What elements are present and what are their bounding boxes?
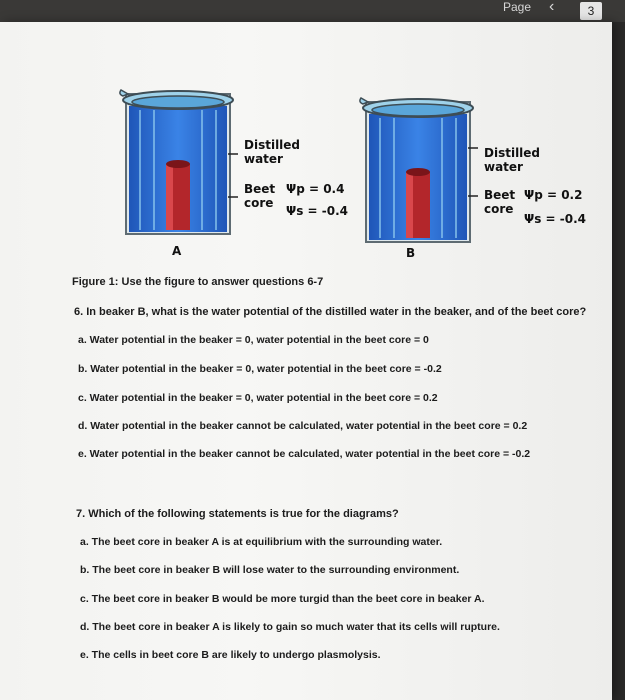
viewer-toolbar	[0, 0, 625, 22]
q6-option-c[interactable]: c. Water potential in the beaker = 0, water potential in the beet core = 0.2	[78, 392, 438, 404]
q7-option-c[interactable]: c. The beet core in beaker B would be more turgid than the beet core in beaker A.	[80, 593, 485, 605]
q6-option-d[interactable]: d. Water potential in the beaker cannot be calculated, water potential in the beet core = 0.2	[78, 420, 528, 432]
page-label: Page	[503, 0, 532, 14]
page-number-badge[interactable]: 3	[580, 2, 602, 20]
beaker-a-solute-potential: Ψs = -0.4	[286, 204, 348, 218]
q7-option-d[interactable]: d. The beet core in beaker A is likely to gain so much water that its cells will rupture.	[80, 621, 500, 633]
beaker-b-solute-potential: Ψs = -0.4	[524, 212, 586, 226]
beaker-b-letter: B	[406, 246, 416, 260]
beaker-b-water-label: Distilled water	[484, 146, 541, 174]
worksheet-page	[0, 22, 612, 700]
figure-caption: Figure 1: Use the figure to answer questions 6-7	[72, 276, 324, 288]
question-6: 6. In beaker B, what is the water potential of the distilled water in the beaker, and of the beet core?	[74, 306, 587, 318]
q6-option-a[interactable]: a. Water potential in the beaker = 0, water potential in the beet core = 0	[78, 334, 429, 346]
beaker-b-core-label: Beet core	[484, 188, 516, 216]
q7-option-e[interactable]: e. The cells in beet core B are likely to undergo plasmolysis.	[80, 649, 381, 661]
beaker-a-pressure-potential: Ψp = 0.4	[286, 182, 345, 196]
q7-option-a[interactable]: a. The beet core in beaker A is at equilibrium with the surrounding water.	[80, 536, 443, 548]
beaker-a-core-label: Beet core	[244, 182, 276, 210]
chevron-left-icon[interactable]: ‹	[549, 0, 555, 15]
q6-option-b[interactable]: b. Water potential in the beaker = 0, water potential in the beet core = -0.2	[78, 363, 442, 375]
beaker-b-pressure-potential: Ψp = 0.2	[524, 188, 583, 202]
q7-option-b[interactable]: b. The beet core in beaker B will lose water to the surrounding environment.	[80, 564, 460, 576]
beaker-a-illustration	[118, 84, 238, 244]
q6-option-e[interactable]: e. Water potential in the beaker cannot be calculated, water potential in the beet core = -0.2	[78, 448, 531, 460]
beaker-a-letter: A	[172, 244, 182, 258]
question-7: 7. Which of the following statements is true for the diagrams?	[76, 508, 399, 520]
beaker-a-water-label: Distilled water	[244, 138, 301, 166]
beaker-b-illustration	[358, 92, 478, 252]
